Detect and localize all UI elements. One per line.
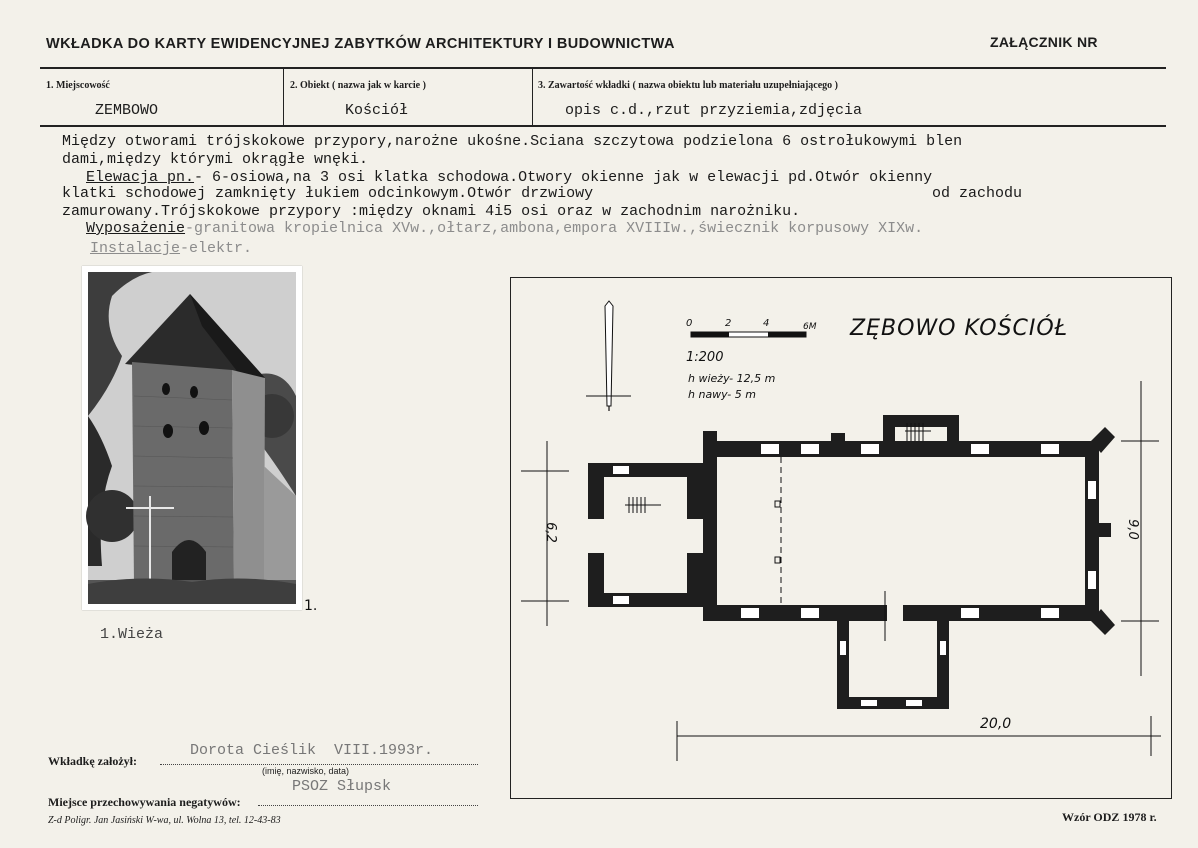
author-hint: (imię, nazwisko, data) (262, 766, 350, 776)
photo-frame (82, 266, 302, 610)
author-value: Dorota Cieślik VIII.1993r. (190, 742, 434, 759)
description-line-4a: klatki schodowej zamknięty łukiem odcinkowym.Otwór drzwiowy (62, 185, 594, 202)
form-title: WKŁADKA DO KARTY EWIDENCYJNEJ ZABYTKÓW ARCHITEKTURY I BUDOWNICTWA (46, 36, 675, 52)
description-line-1: Między otworami trójskokowe przypory,narożne ukośne.Sciana szczytowa podzielona 6 ostrołukowymi blen (62, 133, 963, 150)
field-2-label: 2. Obiekt ( nazwa jak w karcie ) (290, 80, 426, 91)
scale-tick-2: 2 (725, 318, 732, 329)
fields-bottom-rule (40, 125, 1166, 127)
photo-caption: 1.Wieża (100, 626, 164, 643)
top-rule (40, 67, 1166, 69)
scale-tick-6: 6M (803, 322, 817, 332)
field-divider-1 (283, 68, 284, 126)
scale-tick-0: 0 (686, 318, 693, 329)
field-1-label: 1. Miejscowość (46, 80, 110, 91)
description-line-4b: od zachodu (932, 185, 1023, 202)
dimension-bottom: 20,0 (980, 716, 1012, 732)
dimension-right: 9,0 (1124, 519, 1140, 540)
field-3-label: 3. Zawartość wkładki ( nazwa obiektu lub materiału uzupełniającego ) (538, 80, 839, 91)
author-dotted-line (160, 764, 478, 765)
description-line-6 (86, 220, 923, 238)
elevation-label: Elewacja pn. (86, 169, 195, 186)
dimension-left: 6,2 (542, 522, 558, 543)
furnishing-text: -granitowa kropielnica XVw.,ołtarz,ambona,empora XVIIIw.,świecznik korpusowy XIXw. (185, 220, 924, 237)
photo-number: 1. (304, 598, 318, 614)
field-2-value: Kościół (345, 102, 409, 119)
printer-info: Z-d Poligr. Jan Jasiński W-wa, ul. Wolna 13, tel. 12-43-83 (48, 815, 281, 826)
scale-tick-4: 4 (763, 318, 770, 329)
furnishing-label: Wyposażenie (86, 220, 186, 237)
storage-value: PSOZ Słupsk (292, 778, 392, 795)
tower-height: h wieży- 12,5 m (688, 372, 776, 385)
field-3-value: opis c.d.,rzut przyziemia,zdjęcia (565, 102, 863, 119)
field-1-value: ZEMBOWO (95, 102, 159, 119)
description-line-2: dami,między którymi okrągłe wnęki. (62, 151, 369, 168)
installation-text: -elektr. (180, 240, 253, 257)
description-line-7 (90, 240, 252, 258)
annex-label: ZAŁĄCZNIK NR (990, 34, 1098, 50)
field-divider-2 (532, 68, 533, 126)
description-line-5: zamurowany.Trójskokowe przypory :między oknami 4i5 osi oraz w zachodnim narożniku. (62, 203, 801, 220)
tower-photo (82, 266, 302, 610)
storage-label: Miejsce przechowywania negatywów: (48, 795, 241, 809)
installation-label: Instalacje (90, 240, 181, 257)
form-model: Wzór ODZ 1978 r. (1062, 810, 1157, 824)
floor-plan-frame (510, 277, 1172, 799)
storage-dotted-line (258, 805, 478, 806)
elevation-text: - 6-osiowa,na 3 osi klatka schodowa.Otwory okienne jak w elewacji pd.Otwór okienny (194, 169, 933, 186)
plan-scale: 1:200 (686, 350, 724, 365)
nave-height: h nawy- 5 m (688, 388, 756, 401)
plan-title: ZĘBOWO KOŚCIÓŁ (850, 316, 1069, 341)
author-label: Wkładkę założył: (48, 754, 137, 768)
floor-plan-drawing (511, 278, 1171, 798)
